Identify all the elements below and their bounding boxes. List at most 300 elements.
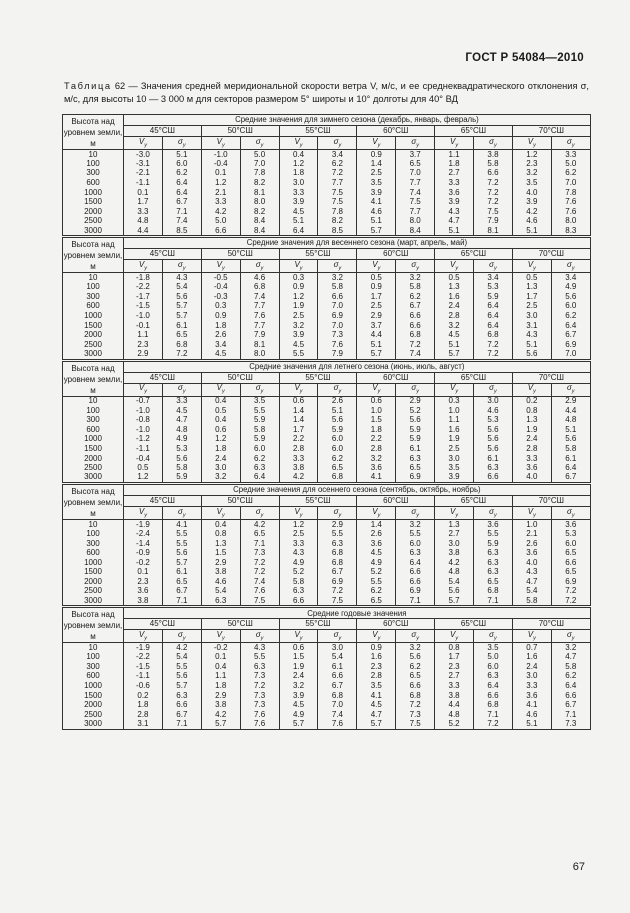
value-cell: 2.7 xyxy=(435,672,474,682)
value-cell: 1.3 xyxy=(435,520,474,530)
std-dev-symbol xyxy=(318,383,357,396)
value-cell: 4.2 xyxy=(162,643,201,653)
value-cell: 6.0 xyxy=(318,444,357,454)
value-cell: 6.4 xyxy=(474,302,513,312)
value-cell: 6.7 xyxy=(162,710,201,720)
height-cell: 2000 xyxy=(63,700,124,710)
height-cell: 2500 xyxy=(63,587,124,597)
symbol-subscript: y xyxy=(338,635,342,642)
symbol-subscript: y xyxy=(455,512,459,519)
value-cell: 1.1 xyxy=(201,672,240,682)
value-cell: 7.1 xyxy=(474,710,513,720)
symbol-subscript: y xyxy=(494,512,497,519)
value-cell: 5.3 xyxy=(474,415,513,425)
value-cell: 8.1 xyxy=(240,340,279,350)
value-cell: 5.5 xyxy=(162,662,201,672)
std-dev-symbol xyxy=(396,383,435,396)
value-cell: 1.7 xyxy=(357,292,396,302)
symbol-main: σ xyxy=(489,629,494,639)
value-cell: 6.7 xyxy=(396,302,435,312)
value-cell: 2.4 xyxy=(512,435,551,445)
symbol-subscript: y xyxy=(222,265,225,272)
value-cell: 5.6 xyxy=(318,415,357,425)
value-cell: -1.5 xyxy=(124,302,163,312)
symbol-subscript: y xyxy=(182,265,186,272)
table-row xyxy=(63,529,591,539)
table-row xyxy=(63,710,591,720)
value-cell: 3.4 xyxy=(318,150,357,160)
height-cell: 3000 xyxy=(63,350,124,360)
mean-speed-symbol xyxy=(201,507,240,520)
value-cell: 2.5 xyxy=(357,302,396,312)
height-cell: 2500 xyxy=(63,217,124,227)
value-cell: 2.9 xyxy=(124,350,163,360)
value-cell: 5.0 xyxy=(201,217,240,227)
symbol-main: σ xyxy=(489,506,494,516)
mean-speed-symbol xyxy=(357,137,396,150)
value-cell: 5.6 xyxy=(162,454,201,464)
value-cell: 7.4 xyxy=(240,577,279,587)
value-cell: 3.4 xyxy=(201,340,240,350)
symbol-subscript: y xyxy=(260,388,264,395)
value-cell: 8.0 xyxy=(396,217,435,227)
height-cell: 1000 xyxy=(63,681,124,691)
value-cell: 1.6 xyxy=(512,652,551,662)
value-cell: 7.2 xyxy=(162,350,201,360)
value-cell: 6.8 xyxy=(474,330,513,340)
value-cell: 5.9 xyxy=(318,425,357,435)
std-dev-symbol xyxy=(240,383,279,396)
value-cell: 2.5 xyxy=(279,529,318,539)
value-cell: 4.2 xyxy=(512,207,551,217)
value-cell: 7.3 xyxy=(240,691,279,701)
value-cell: 6.4 xyxy=(162,188,201,198)
height-cell: 100 xyxy=(63,652,124,662)
symbol-main: σ xyxy=(255,383,261,393)
value-cell: 6.3 xyxy=(318,539,357,549)
value-cell: 3.6 xyxy=(357,539,396,549)
symbol-subscript: y xyxy=(260,512,264,519)
value-cell: 5.5 xyxy=(318,529,357,539)
value-cell: 8.4 xyxy=(240,217,279,227)
value-cell: 5.7 xyxy=(435,596,474,606)
symbol-subscript: y xyxy=(494,142,497,149)
value-cell: 6.5 xyxy=(162,577,201,587)
symbol-main: V xyxy=(294,506,300,516)
height-cell: 2000 xyxy=(63,330,124,340)
value-cell: 4.2 xyxy=(201,710,240,720)
std-dev-symbol xyxy=(551,137,590,150)
mean-speed-symbol xyxy=(357,260,396,273)
value-cell: 6.5 xyxy=(240,529,279,539)
value-cell: 3.6 xyxy=(357,463,396,473)
value-cell: 6.4 xyxy=(474,321,513,331)
symbol-main: V xyxy=(527,629,534,639)
symbol-main: V xyxy=(372,629,378,639)
symbol-subscript: y xyxy=(338,512,342,519)
value-cell: 4.7 xyxy=(357,710,396,720)
value-cell: 3.4 xyxy=(551,273,590,283)
symbol-subscript: y xyxy=(533,142,536,149)
symbol-main: σ xyxy=(566,629,572,639)
value-cell: 7.5 xyxy=(318,188,357,198)
value-cell: 6.2 xyxy=(357,587,396,597)
value-cell: 5.1 xyxy=(357,340,396,350)
table-row xyxy=(63,700,591,710)
value-cell: 1.4 xyxy=(357,159,396,169)
value-cell: 3.2 xyxy=(512,169,551,179)
document-code: ГОСТ Р 54084—2010 xyxy=(465,52,584,64)
value-cell: 3.6 xyxy=(124,587,163,597)
value-cell: 5.8 xyxy=(318,282,357,292)
value-cell: 4.1 xyxy=(162,520,201,530)
value-cell: 0.5 xyxy=(435,273,474,283)
value-cell: 3.2 xyxy=(279,681,318,691)
value-cell: 6.5 xyxy=(357,596,396,606)
value-cell: 8.0 xyxy=(240,350,279,360)
std-dev-symbol xyxy=(318,630,357,643)
value-cell: 2.5 xyxy=(279,311,318,321)
std-dev-symbol xyxy=(162,630,201,643)
value-cell: -0.4 xyxy=(201,282,240,292)
value-cell: 4.1 xyxy=(512,700,551,710)
value-cell: 5.1 xyxy=(357,217,396,227)
latitude-header: 55°СШ xyxy=(279,249,357,260)
table-row xyxy=(63,340,591,350)
latitude-header: 45°СШ xyxy=(124,496,202,507)
value-cell: 3.2 xyxy=(551,643,590,653)
latitude-header: 45°СШ xyxy=(124,372,202,383)
value-cell: 4.9 xyxy=(357,558,396,568)
height-cell: 3000 xyxy=(63,473,124,483)
value-cell: 3.0 xyxy=(318,643,357,653)
mean-speed-symbol xyxy=(201,137,240,150)
symbol-subscript: y xyxy=(222,388,225,395)
value-cell: 6.3 xyxy=(396,454,435,464)
value-cell: 5.5 xyxy=(279,350,318,360)
value-cell: 3.1 xyxy=(124,720,163,730)
value-cell: 7.5 xyxy=(318,197,357,207)
mean-speed-symbol xyxy=(435,630,474,643)
value-cell: 7.2 xyxy=(551,587,590,597)
value-cell: 8.0 xyxy=(240,197,279,207)
latitude-header: 50°СШ xyxy=(201,619,279,630)
value-cell: 6.1 xyxy=(474,454,513,464)
value-cell: 6.8 xyxy=(240,282,279,292)
std-dev-symbol xyxy=(240,260,279,273)
value-cell: 4.9 xyxy=(279,558,318,568)
value-cell: 7.6 xyxy=(240,311,279,321)
value-cell: 1.3 xyxy=(512,282,551,292)
value-cell: 0.1 xyxy=(124,188,163,198)
value-cell: -0.2 xyxy=(201,643,240,653)
value-cell: 7.2 xyxy=(474,178,513,188)
mean-speed-symbol xyxy=(279,260,318,273)
height-cell: 100 xyxy=(63,529,124,539)
season-title: Средние годовые значения xyxy=(124,608,591,619)
latitude-header: 65°СШ xyxy=(435,372,513,383)
symbol-subscript: y xyxy=(533,512,536,519)
latitude-header: 50°СШ xyxy=(201,372,279,383)
value-cell: 7.1 xyxy=(240,539,279,549)
value-cell: 2.8 xyxy=(435,311,474,321)
value-cell: 7.0 xyxy=(240,159,279,169)
value-cell: -2.1 xyxy=(124,169,163,179)
symbol-subscript: y xyxy=(455,142,459,149)
value-cell: 6.3 xyxy=(474,672,513,682)
value-cell: 2.6 xyxy=(512,539,551,549)
symbol-subscript: y xyxy=(182,635,186,642)
value-cell: 6.4 xyxy=(162,178,201,188)
value-cell: 6.5 xyxy=(396,159,435,169)
symbol-main: σ xyxy=(567,136,572,146)
value-cell: 6.3 xyxy=(162,691,201,701)
value-cell: 3.3 xyxy=(279,454,318,464)
symbol-subscript: y xyxy=(144,142,147,149)
value-cell: 1.8 xyxy=(201,444,240,454)
table-row xyxy=(63,350,591,360)
height-cell: 2500 xyxy=(63,340,124,350)
caption-lead: Таблица xyxy=(64,81,112,91)
symbol-main: σ xyxy=(333,506,339,516)
value-cell: 0.6 xyxy=(357,396,396,406)
symbol-main: σ xyxy=(333,259,339,269)
symbol-subscript: y xyxy=(571,635,575,642)
value-cell: 8.2 xyxy=(240,207,279,217)
value-cell: 2.4 xyxy=(435,302,474,312)
value-cell: 2.9 xyxy=(201,691,240,701)
table-row xyxy=(63,435,591,445)
value-cell: 1.6 xyxy=(435,425,474,435)
value-cell: 4.8 xyxy=(435,710,474,720)
table-row xyxy=(63,720,591,730)
height-cell: 1000 xyxy=(63,188,124,198)
value-cell: 7.9 xyxy=(474,217,513,227)
value-cell: 1.9 xyxy=(512,425,551,435)
value-cell: 4.5 xyxy=(279,700,318,710)
symbol-main: V xyxy=(450,506,456,516)
value-cell: 6.0 xyxy=(474,662,513,672)
table-row xyxy=(63,311,591,321)
value-cell: 4.2 xyxy=(435,558,474,568)
value-cell: 7.3 xyxy=(318,330,357,340)
value-cell: 5.3 xyxy=(551,529,590,539)
value-cell: 7.3 xyxy=(551,720,590,730)
value-cell: 5.9 xyxy=(240,415,279,425)
value-cell: 4.7 xyxy=(551,652,590,662)
value-cell: 0.3 xyxy=(279,273,318,283)
table-row xyxy=(63,539,591,549)
latitude-header: 70°СШ xyxy=(512,249,590,260)
mean-speed-symbol xyxy=(124,137,163,150)
value-cell: 1.2 xyxy=(124,473,163,483)
symbol-subscript: y xyxy=(494,635,497,642)
value-cell: 5.0 xyxy=(240,150,279,160)
value-cell: 3.5 xyxy=(240,396,279,406)
value-cell: 1.0 xyxy=(357,406,396,416)
value-cell: 1.7 xyxy=(435,652,474,662)
value-cell: 7.5 xyxy=(318,596,357,606)
value-cell: -0.5 xyxy=(201,273,240,283)
symbol-main: V xyxy=(450,629,456,639)
symbol-subscript: y xyxy=(377,512,381,519)
value-cell: 7.6 xyxy=(551,207,590,217)
value-cell: 3.6 xyxy=(551,520,590,530)
value-cell: 3.9 xyxy=(279,330,318,340)
value-cell: 1.1 xyxy=(435,150,474,160)
value-cell: 3.9 xyxy=(512,197,551,207)
symbol-main: V xyxy=(527,136,534,146)
value-cell: 2.1 xyxy=(512,529,551,539)
value-cell: 3.2 xyxy=(318,273,357,283)
value-cell: 0.5 xyxy=(357,273,396,283)
latitude-header: 60°СШ xyxy=(357,496,435,507)
symbol-subscript: y xyxy=(144,512,147,519)
symbol-main: V xyxy=(216,136,223,146)
mean-speed-symbol xyxy=(279,137,318,150)
value-cell: 6.5 xyxy=(551,568,590,578)
season-title: Средние значения для осеннего сезона (сентябрь, октябрь, ноябрь) xyxy=(124,485,591,496)
value-cell: 6.6 xyxy=(318,672,357,682)
value-cell: 7.6 xyxy=(240,710,279,720)
value-cell: 0.3 xyxy=(201,302,240,312)
value-cell: 1.4 xyxy=(357,520,396,530)
value-cell: 5.8 xyxy=(240,425,279,435)
symbol-main: V xyxy=(294,383,300,393)
value-cell: 0.4 xyxy=(201,415,240,425)
value-cell: 5.4 xyxy=(201,587,240,597)
value-cell: 5.2 xyxy=(396,406,435,416)
symbol-main: σ xyxy=(411,259,417,269)
latitude-header: 45°СШ xyxy=(124,249,202,260)
symbol-main: σ xyxy=(411,136,417,146)
value-cell: 3.0 xyxy=(435,539,474,549)
value-cell: 3.3 xyxy=(551,150,590,160)
value-cell: 4.5 xyxy=(357,700,396,710)
value-cell: 2.2 xyxy=(279,435,318,445)
value-cell: 7.6 xyxy=(318,340,357,350)
value-cell: 0.7 xyxy=(512,643,551,653)
value-cell: 3.2 xyxy=(396,643,435,653)
value-cell: 7.0 xyxy=(396,169,435,179)
value-cell: 4.8 xyxy=(551,415,590,425)
value-cell: 6.6 xyxy=(396,568,435,578)
mean-speed-symbol xyxy=(512,383,551,396)
value-cell: 6.9 xyxy=(396,473,435,483)
value-cell: 3.0 xyxy=(512,672,551,682)
mean-speed-symbol xyxy=(435,137,474,150)
value-cell: 3.0 xyxy=(201,463,240,473)
value-cell: -1.0 xyxy=(124,406,163,416)
value-cell: 1.0 xyxy=(512,520,551,530)
value-cell: 7.0 xyxy=(318,302,357,312)
value-cell: 5.7 xyxy=(357,720,396,730)
value-cell: 4.1 xyxy=(357,691,396,701)
height-cell: 100 xyxy=(63,406,124,416)
value-cell: 6.7 xyxy=(318,681,357,691)
mean-speed-symbol xyxy=(512,260,551,273)
mean-speed-symbol xyxy=(279,630,318,643)
value-cell: 4.0 xyxy=(512,188,551,198)
value-cell: 1.5 xyxy=(201,548,240,558)
value-cell: 7.2 xyxy=(396,340,435,350)
value-cell: 5.7 xyxy=(357,226,396,236)
latitude-header: 60°СШ xyxy=(357,372,435,383)
table-row xyxy=(63,672,591,682)
value-cell: 6.4 xyxy=(551,463,590,473)
value-cell: 5.1 xyxy=(512,720,551,730)
value-cell: 5.0 xyxy=(551,159,590,169)
value-cell: 3.9 xyxy=(357,188,396,198)
latitude-header: 45°СШ xyxy=(124,126,202,137)
table-row xyxy=(63,587,591,597)
table-row xyxy=(63,577,591,587)
value-cell: 2.9 xyxy=(357,311,396,321)
symbol-main: V xyxy=(372,383,378,393)
symbol-subscript: y xyxy=(222,512,225,519)
value-cell: 7.2 xyxy=(318,169,357,179)
value-cell: 3.3 xyxy=(124,207,163,217)
latitude-header: 55°СШ xyxy=(279,619,357,630)
value-cell: 7.2 xyxy=(240,558,279,568)
value-cell: 6.6 xyxy=(396,577,435,587)
value-cell: 0.9 xyxy=(357,150,396,160)
value-cell: 0.1 xyxy=(124,568,163,578)
value-cell: 6.1 xyxy=(162,321,201,331)
height-cell: 600 xyxy=(63,178,124,188)
value-cell: 3.2 xyxy=(357,454,396,464)
value-cell: 6.2 xyxy=(551,169,590,179)
table-row xyxy=(63,568,591,578)
symbol-subscript: y xyxy=(299,142,303,149)
season-title: Средние значения для весеннего сезона (март, апрель, май) xyxy=(124,238,591,249)
std-dev-symbol xyxy=(396,507,435,520)
value-cell: -1.1 xyxy=(124,178,163,188)
value-cell: 0.9 xyxy=(201,311,240,321)
value-cell: 5.7 xyxy=(279,720,318,730)
value-cell: 2.4 xyxy=(279,672,318,682)
std-dev-symbol xyxy=(318,260,357,273)
value-cell: 8.3 xyxy=(551,226,590,236)
table-row xyxy=(63,282,591,292)
symbol-main: σ xyxy=(255,629,261,639)
height-column-header: Высота над уровнем земли, м xyxy=(63,485,124,520)
height-cell: 300 xyxy=(63,292,124,302)
std-dev-symbol xyxy=(162,137,201,150)
symbol-main: V xyxy=(138,383,145,393)
page-number: 67 xyxy=(572,861,585,873)
value-cell: 3.5 xyxy=(512,178,551,188)
value-cell: 6.8 xyxy=(396,330,435,340)
height-column-header: Высота над уровнем земли, м xyxy=(63,361,124,396)
std-dev-symbol xyxy=(162,260,201,273)
mean-speed-symbol xyxy=(512,507,551,520)
value-cell: 3.7 xyxy=(396,150,435,160)
value-cell: -0.8 xyxy=(124,415,163,425)
value-cell: 5.4 xyxy=(318,652,357,662)
value-cell: 6.4 xyxy=(551,681,590,691)
value-cell: 4.8 xyxy=(435,568,474,578)
symbol-subscript: y xyxy=(144,635,147,642)
value-cell: 1.9 xyxy=(279,662,318,672)
table-row xyxy=(63,425,591,435)
mean-speed-symbol xyxy=(512,137,551,150)
value-cell: 3.9 xyxy=(435,197,474,207)
mean-speed-symbol xyxy=(201,383,240,396)
symbol-subscript: y xyxy=(455,265,459,272)
table-row xyxy=(63,159,591,169)
symbol-main: σ xyxy=(411,629,417,639)
